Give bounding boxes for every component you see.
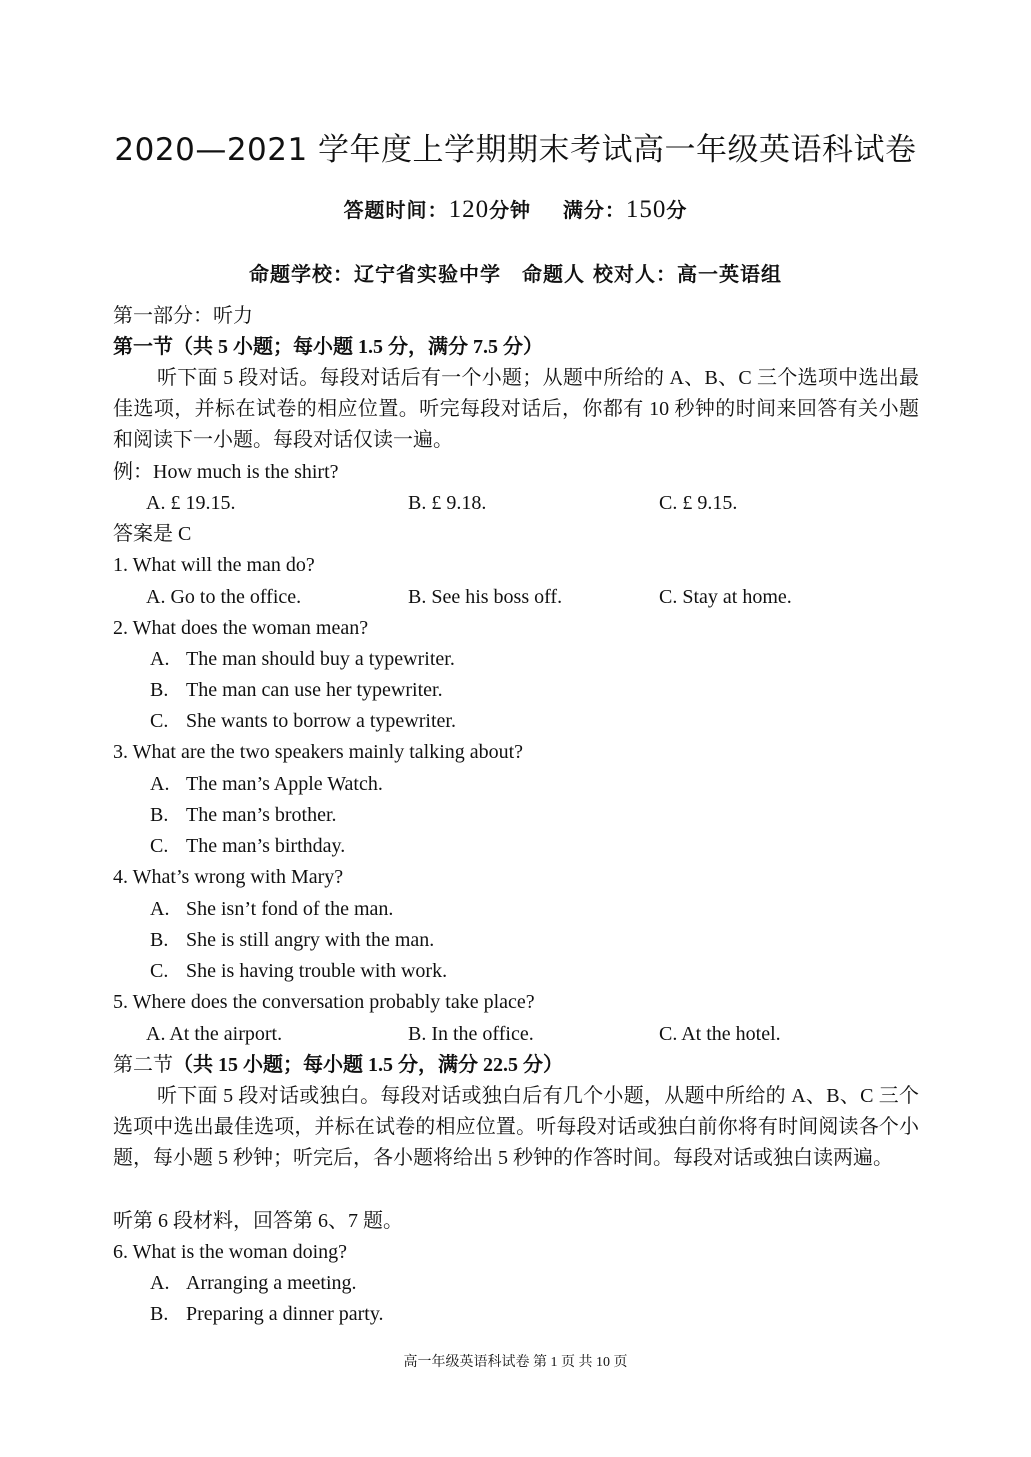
q5-option-b: B. In the office. [408,1023,534,1045]
q3-option-c: C. The man’s birthday. [150,835,346,857]
q4-option-a: A. She isn’t fond of the man. [150,898,394,920]
school-line: 命题学校：辽宁省实验中学 命题人 校对人：高一英语组 [249,262,782,286]
time-value: 120 [448,196,490,223]
q3-option-a: A. The man’s Apple Watch. [150,773,383,795]
example-option-a: A. £ 19.15. [146,492,236,514]
question-1: 1. What will the man do? [113,554,315,576]
example-question: 例：How much is the shirt? [113,461,339,483]
q5-option-a: A. At the airport. [146,1023,283,1045]
section2-instructions: 听下面 5 段对话或独白。每段对话或独白后有几个小题，从题中所给的 A、B、C 三个选项中选出最佳选项，并标在试卷的相应位置。听每段对话或独白前你将有时间阅读各个小题，每小题 5 秒钟；听完后，各小题将给出 5 秒钟的作答时间。每段对话或独白读两遍。 [113,1085,919,1169]
page-title: 2020—2021 学年度上学期期末考试高一年级英语科试卷 [114,132,917,168]
q6-option-b: B. Preparing a dinner party. [150,1303,384,1325]
q2-option-a: A. The man should buy a typewriter. [150,648,455,670]
q1-option-a: A. Go to the office. [146,586,302,608]
page-footer: 高一年级英语科试卷 第 1 页 共 10 页 [403,1355,628,1370]
question-2: 2. What does the woman mean? [113,617,369,639]
section1-heading: 第一节（共 5 小题；每小题 1.5 分，满分 7.5 分） [113,336,543,358]
q6-option-a: A. Arranging a meeting. [150,1272,357,1294]
question-6: 6. What is the woman doing? [113,1241,348,1263]
question-3: 3. What are the two speakers mainly talking about? [113,741,524,763]
section2-heading-prefix: 第二节 [113,1054,173,1076]
example-answer: 答案是 C [113,523,192,545]
section1-instructions: 听下面 5 段对话。每段对话后有一个小题；从题中所给的 A、B、C 三个选项中选出最佳选项，并标在试卷的相应位置。听完每段对话后，你都有 10 秒钟的时间来回答有关小题和阅读下一小题。每段对话仅读一遍。 [113,367,919,451]
q5-option-c: C. At the hotel. [659,1023,781,1045]
example-option-c: C. £ 9.15. [659,492,738,514]
material-6-instruction: 听第 6 段材料，回答第 6、7 题。 [113,1210,403,1232]
q1-option-c: C. Stay at home. [659,586,792,608]
part1-heading: 第一部分：听力 [113,305,253,327]
score-label: 满分： [562,198,626,222]
q4-option-c: C. She is having trouble with work. [150,960,448,982]
exam-time-score [0,194,1031,224]
section2-heading [113,1050,563,1081]
q4-option-b: B. She is still angry with the man. [150,929,435,951]
q2-option-b: B. The man can use her typewriter. [150,679,443,701]
q3-option-b: B. The man’s brother. [150,804,337,826]
section2-heading-rest: （共 15 小题；每小题 1.5 分，满分 22.5 分） [173,1054,563,1076]
question-4: 4. What’s wrong with Mary? [113,866,344,888]
time-unit: 分钟 [489,198,532,222]
time-label: 答题时间： [343,198,449,222]
example-option-b: B. £ 9.18. [408,492,487,514]
q1-option-b: B. See his boss off. [408,586,563,608]
q2-option-c: C. She wants to borrow a typewriter. [150,710,456,732]
question-5: 5. Where does the conversation probably take place? [113,991,535,1013]
score-value: 150 [625,196,667,223]
score-unit: 分 [666,198,688,222]
